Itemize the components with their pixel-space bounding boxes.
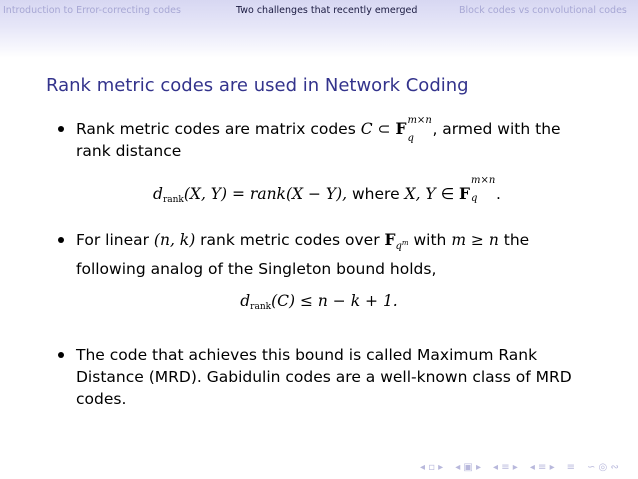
appendix-icon[interactable]: ≡: [566, 461, 575, 473]
d-symbol: d: [240, 292, 251, 310]
field-subscript-exponent: m: [401, 239, 409, 247]
bullet-rank-metric-definition: [58, 115, 578, 162]
field-subscript: q: [395, 241, 402, 252]
rank-distance-formula: [8, 175, 638, 205]
condition: m ≥ n: [451, 231, 499, 249]
presentation-nav-icon[interactable]: ◂ ≡ ▸: [529, 461, 555, 473]
code-symbol: C: [360, 120, 373, 138]
bullet3-text: The code that achieves this bound is called Maximum Rank Distance (MRD). Gabidulin codes are a well-known class of MRD codes.: [76, 346, 572, 408]
section-navigation-bar: [0, 0, 638, 58]
rank-subscript: rank: [250, 302, 272, 312]
bullet1-text-end: , armed with the rank distance: [76, 120, 561, 160]
bullet2-text-2: rank metric codes over: [195, 231, 385, 249]
bullet-singleton-bound: [58, 229, 578, 280]
field-symbol: F: [459, 184, 471, 203]
field-symbol: F: [384, 230, 396, 249]
bullet-dot: [58, 352, 64, 358]
field-subscript: q: [471, 193, 478, 204]
in-symbol: ∈: [435, 185, 460, 203]
field-symbol: F: [395, 119, 407, 138]
frame-nav-icon[interactable]: ◂ ▫ ▸: [420, 461, 444, 473]
bullet-dot: [58, 237, 64, 243]
frame-title: Rank metric codes are used in Network Coding: [46, 75, 469, 96]
nk-params: (n, k): [153, 231, 196, 249]
field-superscript: m×n: [471, 175, 496, 186]
subsection-nav-icon[interactable]: ◂ ▣ ▸: [455, 461, 482, 473]
nav-tab-two-challenges[interactable]: Two challenges that recently emerged: [236, 5, 418, 16]
rank-expression: (X, Y) = rank(X − Y),: [183, 185, 348, 203]
bullet2-text-3: with: [408, 231, 452, 249]
field-superscript: m×n: [407, 115, 432, 126]
bullet2-text-4: the following analog of the Singleton bound holds,: [76, 231, 530, 278]
section-nav-icon[interactable]: ◂ ≡ ▸: [493, 461, 518, 473]
bullet-dot: [58, 126, 64, 132]
search-back-forward-icon[interactable]: ∽ ◎ ∾: [587, 461, 619, 473]
nav-tab-introduction[interactable]: Introduction to Error-correcting codes: [3, 5, 181, 16]
rank-subscript: rank: [162, 195, 184, 205]
bullet-mrd-codes: [58, 344, 578, 410]
nav-tab-block-vs-convolutional[interactable]: Block codes vs convolutional codes: [459, 5, 627, 16]
field-subscript: q: [407, 133, 414, 144]
where-word: where: [347, 185, 405, 203]
bullet2-text-1: For linear: [76, 231, 154, 249]
bound-expression: (C) ≤ n − k + 1.: [271, 292, 398, 310]
beamer-navigation-controls: [420, 460, 619, 474]
period: .: [496, 185, 501, 203]
bullet1-text-start: Rank metric codes are matrix codes: [76, 120, 361, 138]
singleton-bound-formula: [0, 292, 638, 312]
subset-symbol: ⊂: [372, 120, 396, 138]
xy-vars: X, Y: [404, 185, 436, 203]
d-symbol: d: [153, 185, 163, 203]
